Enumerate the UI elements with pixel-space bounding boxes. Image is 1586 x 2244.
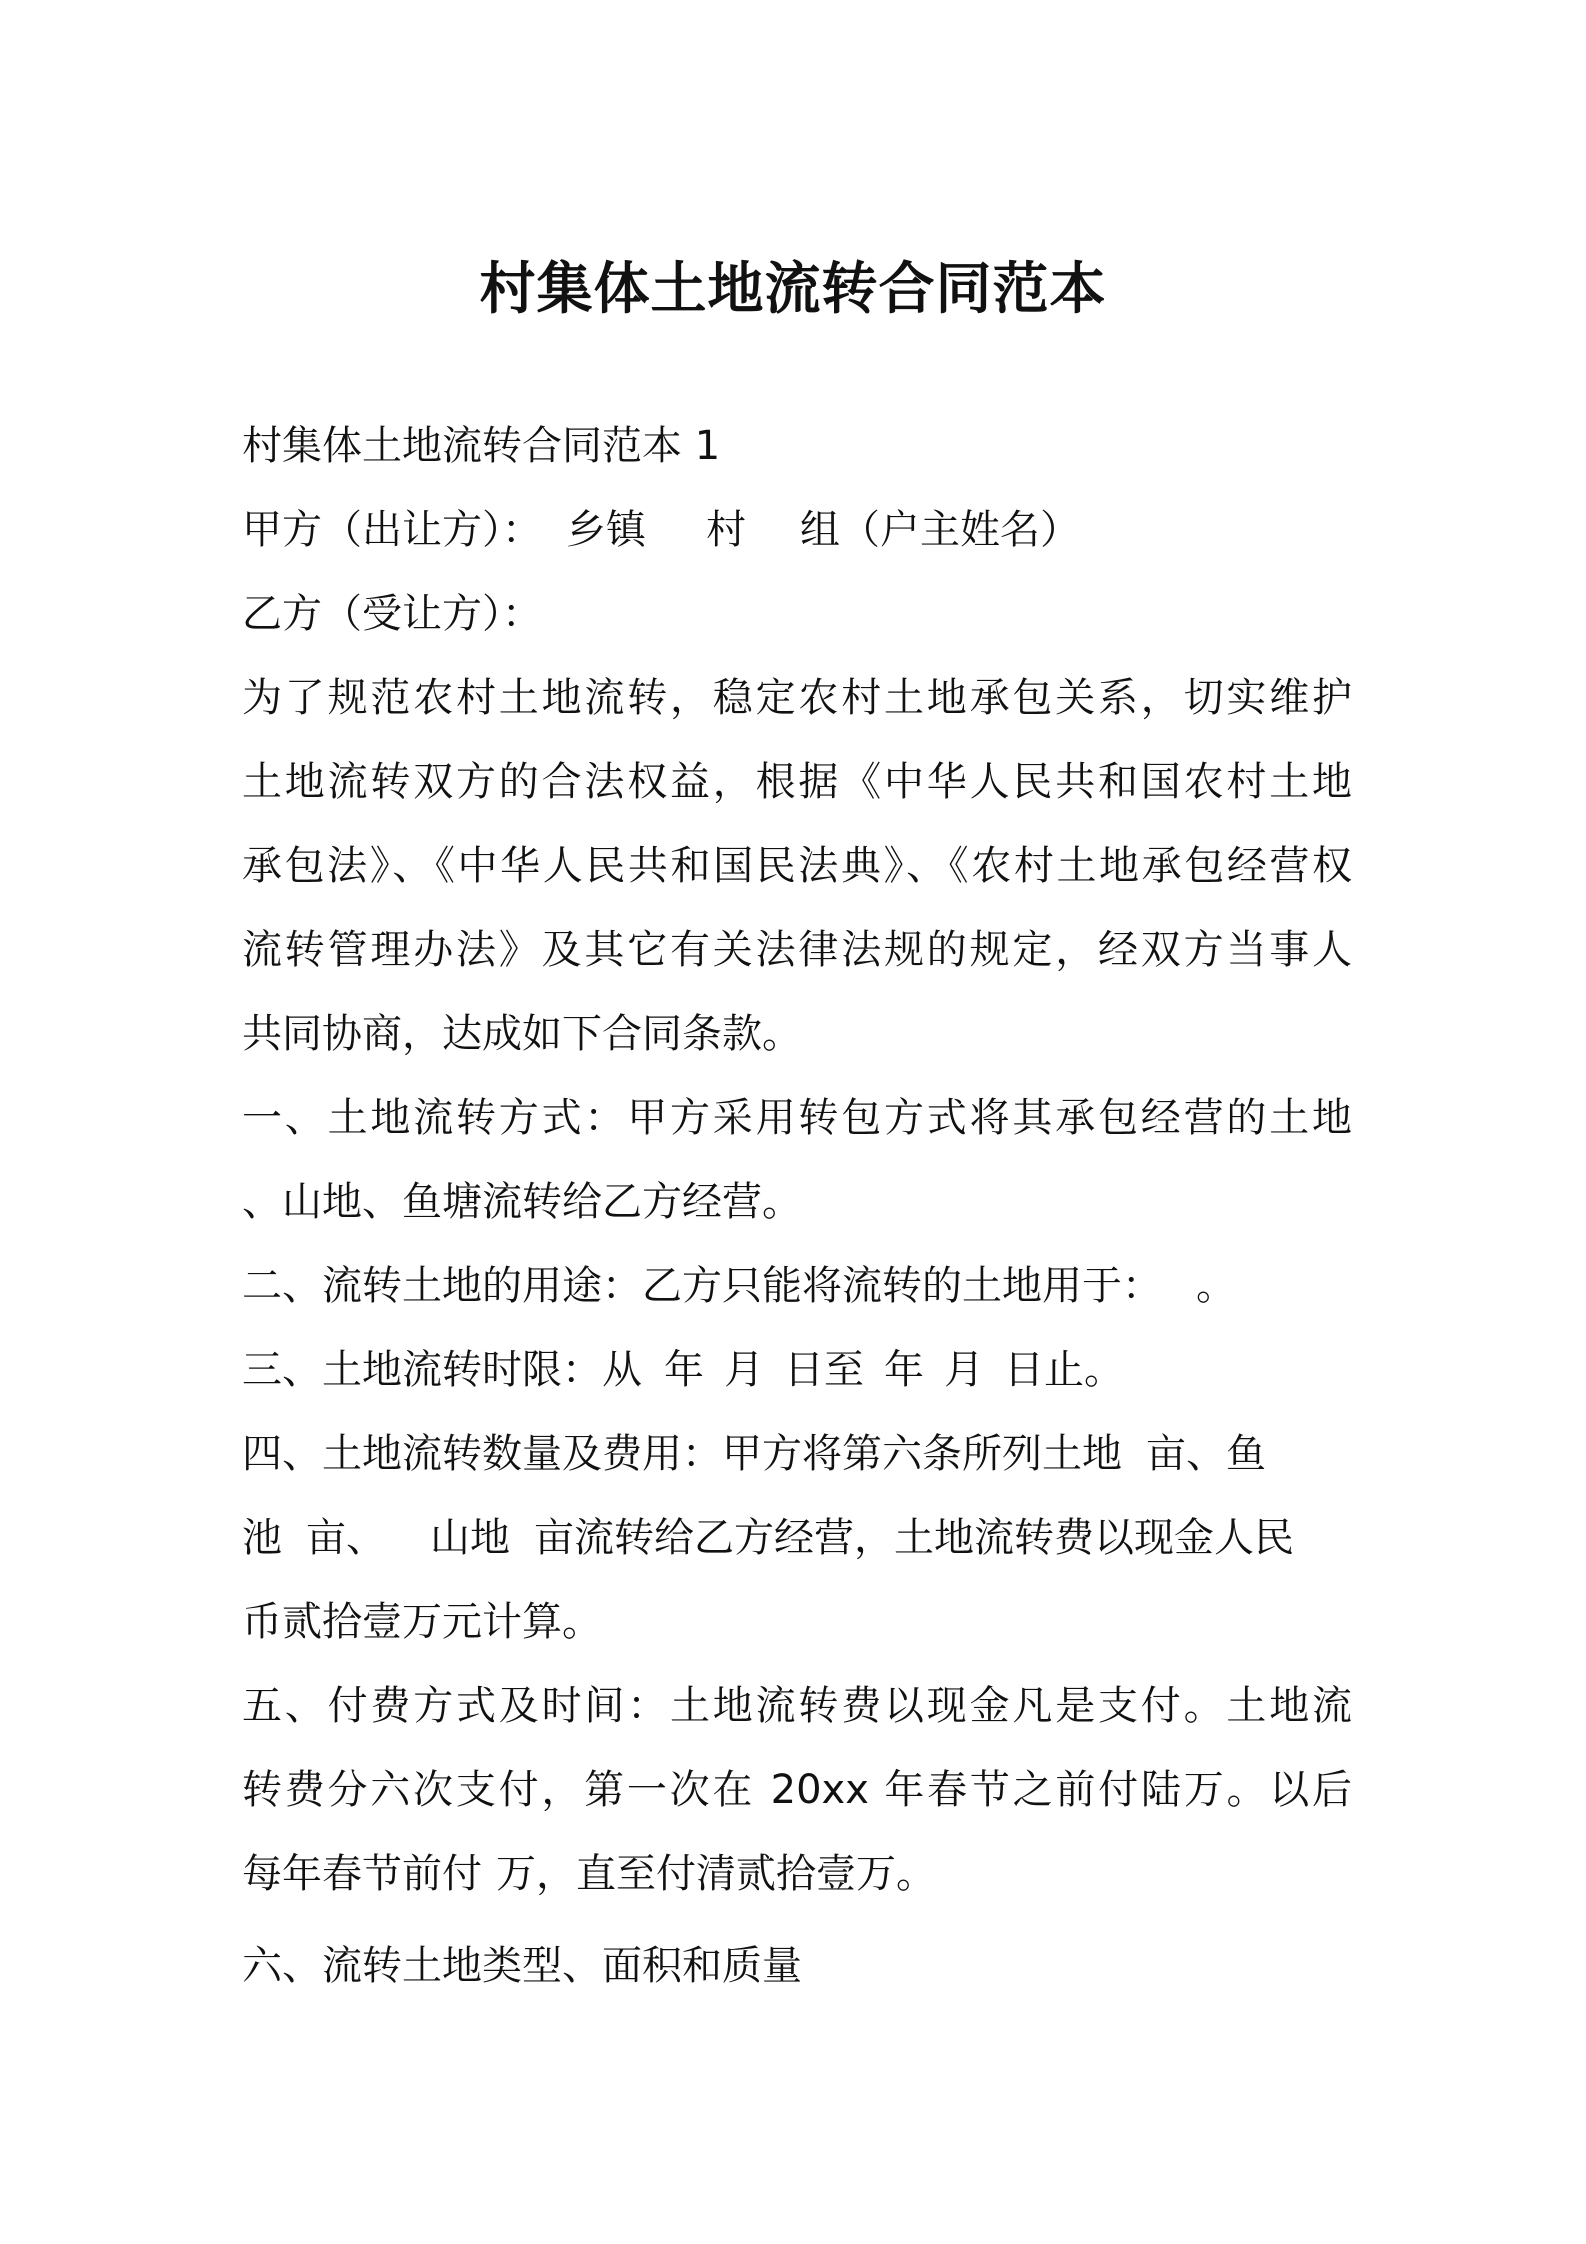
document-body <box>242 404 1352 2008</box>
clause-4-mu: 亩、 <box>306 1515 386 1561</box>
party-a-group: 组（户主姓名） <box>800 507 1080 553</box>
clause-3-year-1: 年 <box>664 1347 704 1393</box>
clause-3-year-2: 年 <box>884 1347 924 1393</box>
clause-4-transfer-text: 亩流转给乙方经营，土地流转费以现金人民 <box>534 1515 1294 1561</box>
clause-1-line: 、山地、鱼塘流转给乙方经营。 <box>242 1179 802 1225</box>
party-a-label: 甲方（出让方）： <box>242 507 542 553</box>
clause-4-prefix: 四、土地流转数量及费用：甲方将第六条所列土地 <box>242 1431 1122 1477</box>
subtitle: 村集体土地流转合同范本 1 <box>242 423 721 469</box>
clause-2-line <box>242 1244 1352 1328</box>
preamble-line: 共同协商，达成如下合同条款。 <box>242 1011 802 1057</box>
clause-3-month-2: 月 <box>944 1347 984 1393</box>
clause-5-line-3 <box>242 1832 1352 1916</box>
clause-5-line-1: 五、付费方式及时间：土地流转费以现金凡是支付。土地流 <box>242 1683 1352 1729</box>
preamble-line: 承包法》、《中华人民共和国民法典》、《农村土地承包经营权 <box>242 843 1352 889</box>
clause-5-annual-pay: 每年春节前付 <box>242 1851 482 1897</box>
clause-3-day-to: 日至 <box>784 1347 864 1393</box>
clause-2-text: 二、流转土地的用途：乙方只能将流转的土地用于： <box>242 1263 1162 1309</box>
clause-4-line-3: 币贰拾壹万元计算。 <box>242 1599 602 1645</box>
preamble-line: 为了规范农村土地流转，稳定农村土地承包关系，切实维护 <box>242 675 1352 721</box>
clause-1-line: 一、土地流转方式：甲方采用转包方式将其承包经营的土地 <box>242 1095 1352 1141</box>
clause-3-day-end: 日止。 <box>1004 1347 1124 1393</box>
clause-4-pond: 池 <box>242 1515 282 1561</box>
clause-3-month-1: 月 <box>724 1347 764 1393</box>
clause-4-line-2 <box>242 1496 1352 1580</box>
clause-5-line-2: 转费分六次支付，第一次在 20xx 年春节之前付陆万。以后 <box>242 1767 1352 1813</box>
clause-2-end: 。 <box>1196 1263 1236 1309</box>
preamble-line: 土地流转双方的合法权益，根据《中华人民共和国农村土地 <box>242 759 1352 805</box>
preamble-line: 流转管理办法》及其它有关法律法规的规定，经双方当事人 <box>242 927 1352 973</box>
clause-4-hill: 山地 <box>430 1515 510 1561</box>
clause-4-line-1 <box>242 1412 1352 1496</box>
party-a-village: 村 <box>706 507 746 553</box>
clause-6-heading: 六、流转土地类型、面积和质量 <box>242 1943 802 1989</box>
clause-3-line <box>242 1328 1352 1412</box>
party-b-line: 乙方（受让方）： <box>242 591 542 637</box>
clause-5-remainder: 万，直至付清贰拾壹万。 <box>496 1851 936 1897</box>
clause-3-prefix: 三、土地流转时限：从 <box>242 1347 642 1393</box>
party-a-township: 乡镇 <box>566 507 646 553</box>
clause-4-mu-fish: 亩、鱼 <box>1146 1431 1266 1477</box>
document-title: 村集体土地流转合同范本 <box>479 257 1107 322</box>
party-a-line <box>242 488 1352 572</box>
